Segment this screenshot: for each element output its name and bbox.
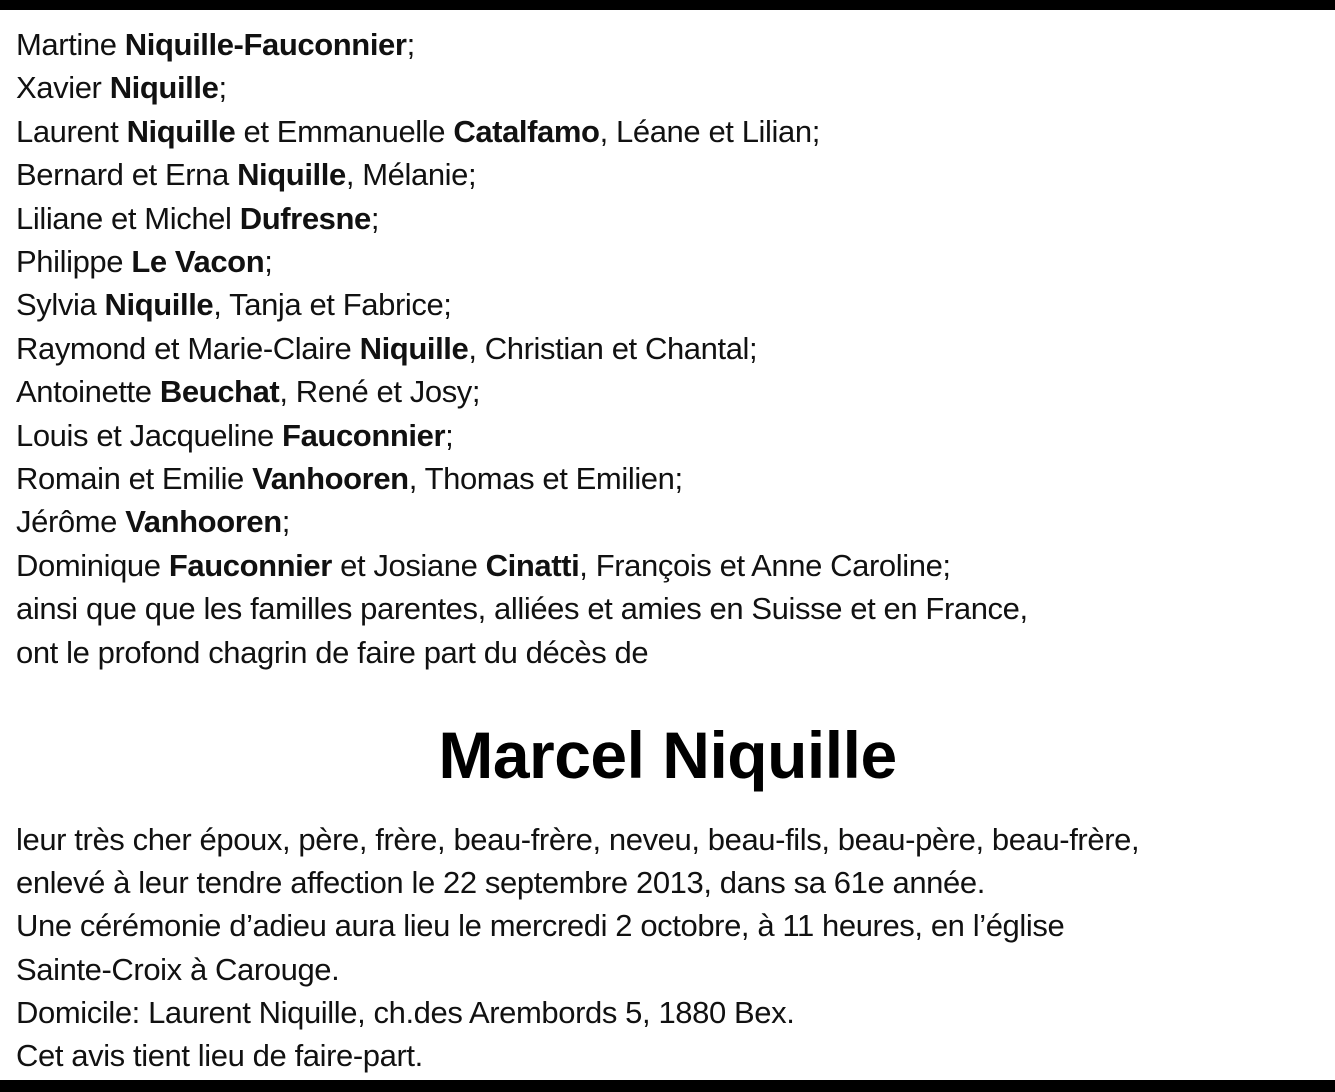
family-line — [16, 631, 1321, 674]
family-text: Bernard et Erna — [16, 157, 238, 193]
family-text: Xavier — [16, 70, 110, 106]
family-text: , Mélanie; — [345, 157, 477, 193]
family-surname: Catalfamo — [453, 113, 600, 149]
family-line — [16, 283, 1321, 326]
family-text: Romain et Emilie — [16, 461, 253, 497]
family-list — [16, 23, 1321, 674]
family-surname: Vanhooren — [125, 504, 282, 540]
family-surname: Niquille — [237, 157, 346, 193]
family-text: ainsi que que les familles parentes, alliées et amies en Suisse et en France, — [16, 591, 1028, 627]
family-line — [16, 414, 1321, 457]
family-surname: Niquille — [126, 113, 236, 149]
top-border-rule — [0, 0, 1335, 10]
family-text: Jérôme — [16, 504, 126, 540]
family-text: ont le profond chagrin de faire part du décès de — [16, 634, 649, 670]
family-surname: Fauconnier — [282, 417, 446, 453]
family-surname: Vanhooren — [252, 461, 409, 497]
family-text: Philippe — [16, 244, 132, 280]
family-surname: Cinatti — [485, 547, 580, 583]
family-text: Laurent — [16, 113, 127, 149]
notice-line: enlevé à leur tendre affection le 22 septembre 2013, dans sa 61e année. — [16, 865, 985, 901]
family-text: Louis et Jacqueline — [16, 417, 283, 453]
notice-line: Une cérémonie d’adieu aura lieu le mercredi 2 octobre, à 11 heures, en l’église — [16, 908, 1065, 944]
notice-line: Domicile: Laurent Niquille, ch.des Arembords 5, 1880 Bex. — [16, 994, 795, 1030]
family-text: et Josiane — [331, 547, 486, 583]
family-surname: Niquille — [104, 287, 214, 323]
notice-line: Cet avis tient lieu de faire-part. — [16, 1038, 423, 1074]
family-line — [16, 153, 1321, 196]
family-text: Dominique — [16, 547, 169, 583]
family-surname: Niquille — [359, 330, 469, 366]
family-surname: Niquille-Fauconnier — [124, 27, 407, 62]
family-line — [16, 110, 1321, 153]
family-text: , Christian et Chantal; — [468, 330, 758, 366]
family-text: ; — [264, 244, 273, 280]
family-text: ; — [445, 417, 454, 453]
family-line — [16, 240, 1321, 283]
family-text: , René et Josy; — [279, 374, 481, 410]
notice-body — [16, 818, 1321, 1077]
notice-line: Sainte-Croix à Carouge. — [16, 951, 340, 987]
family-text: , François et Anne Caroline; — [579, 547, 951, 583]
notice-line: leur très cher époux, père, frère, beau-frère, neveu, beau-fils, beau-père, beau-frère, — [16, 822, 1140, 857]
family-text: , Léane et Lilian; — [599, 113, 820, 149]
family-text: ; — [406, 27, 415, 62]
family-text: ; — [218, 70, 227, 106]
family-text: , Tanja et Fabrice; — [213, 287, 452, 323]
family-line — [16, 544, 1321, 587]
family-surname: Niquille — [109, 70, 219, 106]
family-line — [16, 587, 1321, 630]
family-text: Martine — [16, 27, 125, 62]
family-line — [16, 327, 1321, 370]
family-text: Liliane et Michel — [16, 200, 240, 236]
family-text: ; — [370, 200, 380, 236]
family-text: ; — [281, 504, 290, 540]
bottom-border-rule — [0, 1080, 1335, 1092]
family-surname: Beuchat — [159, 374, 280, 410]
deceased-name: Marcel Niquille — [438, 718, 897, 792]
family-surname: Dufresne — [239, 200, 371, 236]
family-text: Antoinette — [16, 374, 160, 410]
family-surname: Fauconnier — [168, 547, 332, 583]
family-text: Sylvia — [16, 287, 105, 323]
family-surname: Le Vacon — [131, 244, 265, 280]
family-text: et Emmanuelle — [235, 113, 454, 149]
family-line — [16, 370, 1321, 413]
family-line — [16, 457, 1321, 500]
family-text: , Thomas et Emilien; — [408, 461, 683, 497]
family-line — [16, 66, 1321, 109]
family-text: Raymond et Marie-Claire — [16, 330, 360, 366]
family-line — [16, 500, 1321, 543]
family-line — [16, 197, 1321, 240]
family-line — [16, 23, 1321, 66]
